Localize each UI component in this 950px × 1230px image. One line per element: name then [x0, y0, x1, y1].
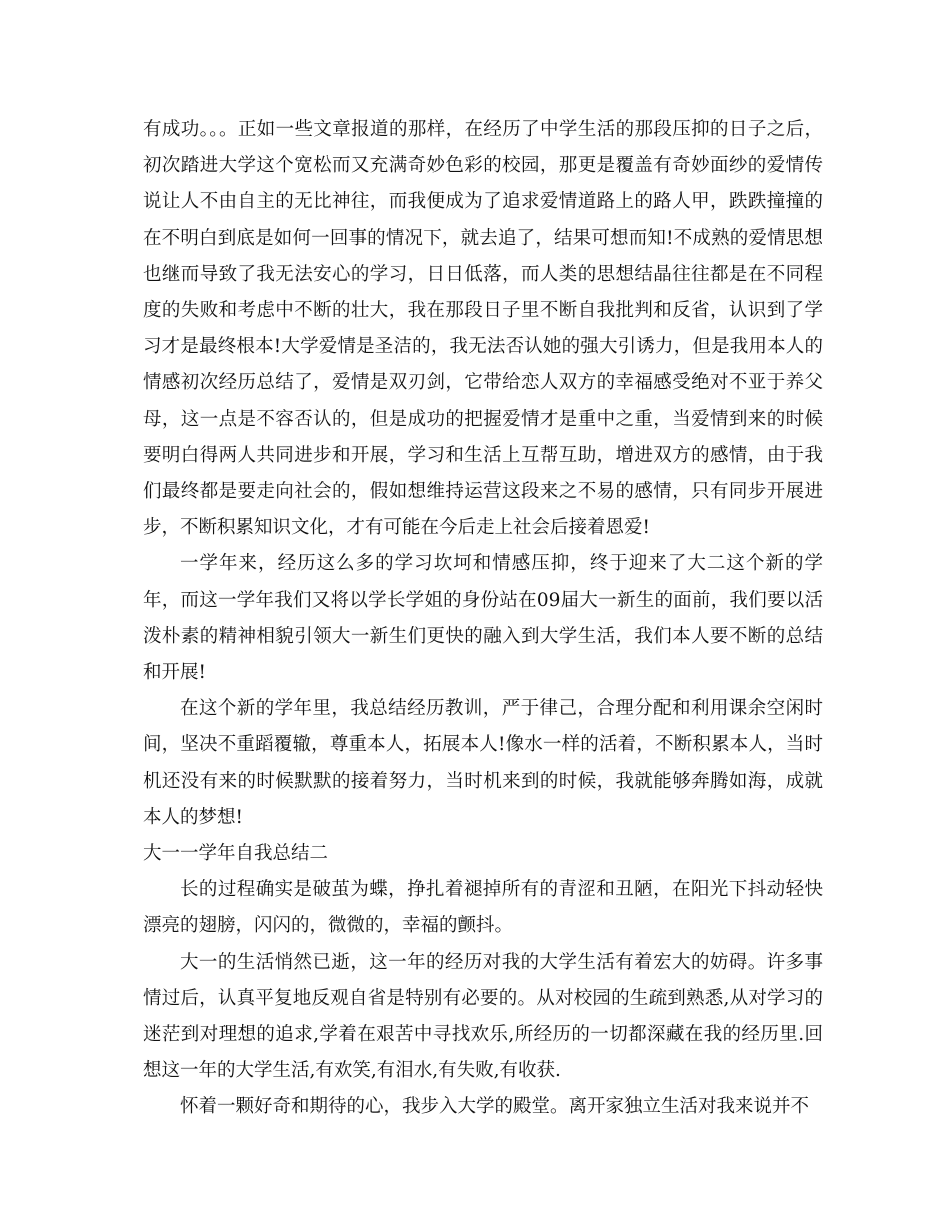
paragraph-new-year: 一学年来，经历这么多的学习坎坷和情感压抑，终于迎来了大二这个新的学年，而这一学年我们又将以学长学姐的身份站在09届大一新生的面前，我们要以活泼朴素的精神相貌引领大一新生们更快的融入到大学生活，我们本人要不断的总结和开展! [143, 553, 823, 684]
paragraph-butterfly: 长的过程确实是破茧为蝶，挣扎着褪掉所有的青涩和丑陋，在阳光下抖动轻快漂亮的翅膀，闪闪的，微微的，幸福的颤抖。 [143, 879, 823, 937]
paragraph-entering-college: 怀着一颗好奇和期待的心，我步入大学的殿堂。离开家独立生活对我来说并不 [180, 1096, 810, 1118]
paragraph-freshman-life: 大一的生活悄然已逝，这一年的经历对我的大学生活有着宏大的妨碍。许多事情过后，认真平复地反观自省是特别有必要的。从对校园的生疏到熟悉,从对学习的迷茫到对理想的追求,学着在艰苦中寻找欢乐,所经历的一切都深藏在我的经历里.回想这一年的大学生活,有欢笑,有泪水,有失败,有收获. [143, 951, 823, 1082]
document-body [143, 112, 823, 1126]
paragraph-love-reflection: 有成功。。。正如一些文章报道的那样，在经历了中学生活的那段压抑的日子之后，初次踏进大学这个宽松而又充满奇妙色彩的校园，那更是覆盖有奇妙面纱的爱情传说让人不由自主的无比神往，而我便成为了追求爱情道路上的路人甲，跌跌撞撞的在不明白到底是如何一回事的情况下，就去追了，结果可想而知!不成熟的爱情思想也继而导致了我无法安心的学习，日日低落，而人类的思想结晶往往都是在不同程度的失败和考虑中不断的壮大，我在那段日子里不断自我批判和反省，认识到了学习才是最终根本!大学爱情是圣洁的，我无法否认她的强大引诱力，但是我用本人的情感初次经历总结了，爱情是双刃剑，它带给恋人双方的幸福感受绝对不亚于养父母，这一点是不容否认的，但是成功的把握爱情才是重中之重，当爱情到来的时候要明白得两人共同进步和开展，学习和生活上互帮互助，增进双方的感情，由于我们最终都是要走向社会的，假如想维持运营这段来之不易的感情，只有同步开展进步，不断积累知识文化，才有可能在今后走上社会后接着恩爱! [143, 119, 823, 539]
section-heading: 大一一学年自我总结二 [143, 843, 329, 865]
paragraph-self-discipline: 在这个新的学年里，我总结经历教训，严于律己，合理分配和利用课余空闲时间，坚决不重蹈覆辙，尊重本人，拓展本人!像水一样的活着，不断积累本人，当时机还没有来的时候默默的接着努力，当时机来到的时候，我就能够奔腾如海，成就本人的梦想! [143, 698, 823, 828]
